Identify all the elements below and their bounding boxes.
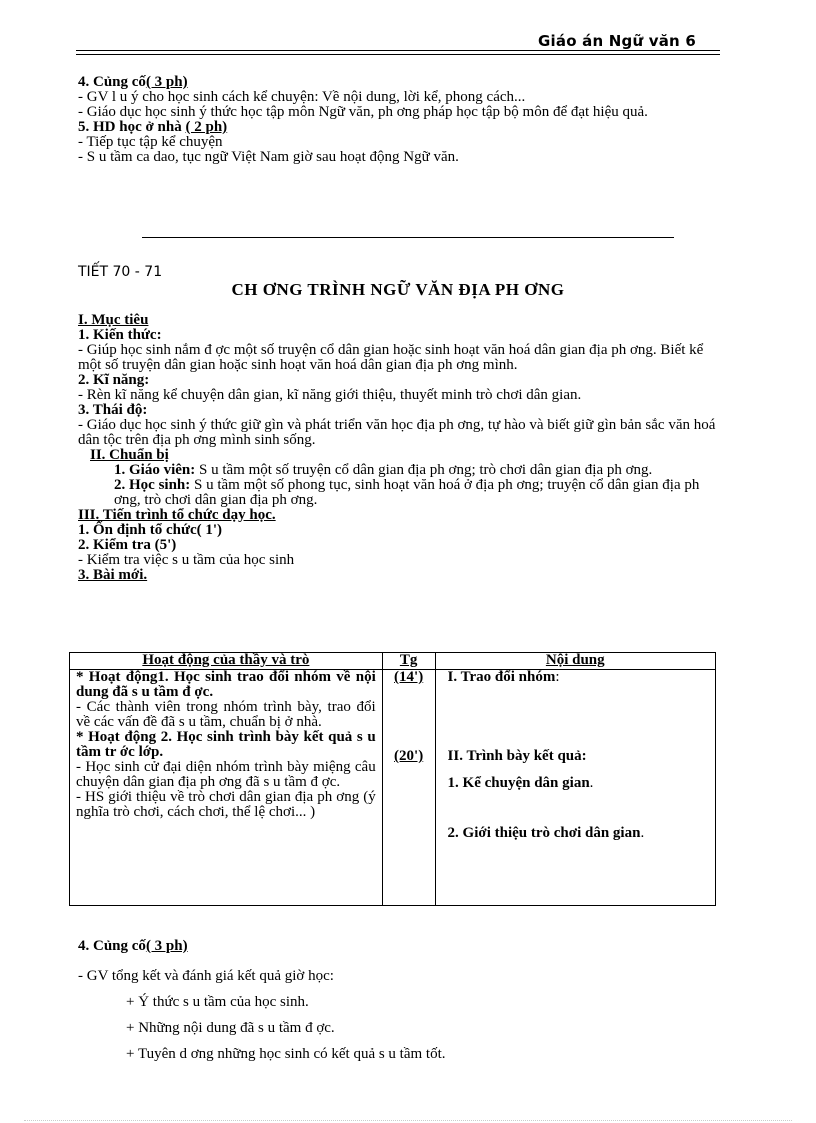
skills-heading: 2. Kĩ năng: bbox=[78, 372, 150, 388]
activity-2-text-2: - HS giới thiệu về trò chơi dân gian địa ph ơng (ý nghĩa trò chơi, cách chơi, thể lệ chơi... ) bbox=[76, 789, 376, 820]
lesson-number: TIẾT 70 - 71 bbox=[78, 264, 163, 280]
time-2: (20') bbox=[394, 748, 424, 764]
teacher-prep: 1. Giáo viên: S u tầm một số truyện cổ dân gian địa ph ơng; trò chơi dân gian địa ph ơng. bbox=[114, 462, 653, 478]
closing-item-1: + Ý thức s u tầm của học sinh. bbox=[126, 994, 309, 1010]
step-2-text: - Kiểm tra việc s u tầm của học sinh bbox=[78, 552, 295, 568]
content-3: 1. Kể chuyện dân gian. bbox=[447, 775, 594, 791]
time-cell bbox=[382, 670, 435, 906]
homework-line-1: - Tiếp tục tập kể chuyện bbox=[78, 134, 223, 150]
content-1: I. Trao đổi nhóm: bbox=[447, 669, 560, 685]
lesson-table bbox=[69, 652, 716, 906]
consolidate-heading: 4. Củng cố( 3 ph) bbox=[78, 74, 188, 90]
table-header-activity: Hoạt động của thầy và trò bbox=[70, 653, 383, 670]
attitude-text: - Giáo dục học sinh ý thức giữ gìn và phát triển văn học địa ph ơng, tự hào và biết giữ gìn bản sắc văn hoá dân tộc trên địa ph ơng mình sinh sống. bbox=[78, 417, 716, 448]
page-bottom-border bbox=[24, 1120, 792, 1121]
table-header-row bbox=[70, 653, 716, 670]
section-separator bbox=[142, 237, 674, 238]
goals-heading: I. Mục tiêu bbox=[78, 312, 149, 328]
student-prep: 2. Học sinh: S u tầm một số phong tục, sinh hoạt văn hoá ở địa ph ơng; truyện cổ dân gian địa ph ơng, trò chơi dân gian địa ph ơng. bbox=[114, 477, 700, 508]
lesson-title: CH ƠNG TRÌNH NGỮ VĂN ĐỊA PH ƠNG bbox=[231, 280, 565, 299]
process-heading: III. Tiến trình tổ chức dạy học. bbox=[78, 507, 276, 523]
content-cell bbox=[435, 670, 715, 906]
activity-2-text-1: - Học sinh cử đại diện nhóm trình bày miệng câu chuyện dân gian địa ph ơng đã s u tầm đ ợc. bbox=[76, 759, 376, 790]
header-rule-thick bbox=[76, 50, 720, 51]
time-1: (14') bbox=[394, 669, 424, 685]
activity-1-title: * Hoạt động1. Học sinh trao đổi nhóm về nội dung đã s u tầm đ ợc. bbox=[76, 669, 376, 700]
previous-lesson-end bbox=[78, 75, 728, 165]
closing-section bbox=[78, 933, 728, 1067]
activity-cell bbox=[70, 670, 383, 906]
lesson-body bbox=[78, 313, 728, 583]
homework-heading: 5. HD học ở nhà ( 2 ph) bbox=[78, 119, 228, 135]
step-2: 2. Kiểm tra (5') bbox=[78, 537, 177, 553]
knowledge-heading: 1. Kiến thức: bbox=[78, 327, 162, 343]
knowledge-text: - Giúp học sinh nắm đ ợc một số truyện cổ dân gian hoặc sinh hoạt văn hoá dân gian địa ph ơng. Biết kể một số truyện dân gian hoặc sinh hoạt văn hoá dân gian địa ph ơng mình. bbox=[78, 342, 704, 373]
content-2: II. Trình bày kết quả: bbox=[447, 748, 587, 764]
table-header-time: Tg bbox=[382, 653, 435, 670]
consolidate-line-1: - GV l u ý cho học sinh cách kể chuyện: Về nội dung, lời kể, phong cách... bbox=[78, 89, 526, 105]
prep-heading: II. Chuẩn bị bbox=[90, 447, 169, 463]
consolidate-line-2: - Giáo dục học sinh ý thức học tập môn Ngữ văn, ph ơng pháp học tập bộ môn để đạt hiệu quả. bbox=[78, 104, 648, 120]
activity-1-text: - Các thành viên trong nhóm trình bày, trao đổi về các vấn đề đã s u tầm, chuẩn bị ở nhà. bbox=[76, 699, 376, 730]
step-1: 1. Ổn định tổ chức( 1') bbox=[78, 522, 223, 538]
step-3: 3. Bài mới. bbox=[78, 567, 148, 583]
closing-heading: 4. Củng cố( 3 ph) bbox=[78, 938, 188, 954]
page-header bbox=[76, 32, 720, 52]
header-title: Giáo án Ngữ văn 6 bbox=[538, 32, 696, 50]
closing-item-3: + Tuyên d ơng những học sinh có kết quả s u tầm tốt. bbox=[126, 1046, 446, 1062]
homework-line-2: - S u tầm ca dao, tục ngữ Việt Nam giờ sau hoạt động Ngữ văn. bbox=[78, 149, 459, 165]
table-row bbox=[70, 670, 716, 906]
closing-intro: - GV tổng kết và đánh giá kết quả giờ học: bbox=[78, 968, 334, 984]
attitude-heading: 3. Thái độ: bbox=[78, 402, 148, 418]
skills-text: - Rèn kĩ năng kể chuyện dân gian, kĩ năng giới thiệu, thuyết minh trò chơi dân gian. bbox=[78, 387, 582, 403]
table-header-content: Nội dung bbox=[435, 653, 715, 670]
activity-2-title: * Hoạt động 2. Học sinh trình bày kết quả s u tầm tr ớc lớp. bbox=[76, 729, 376, 760]
closing-item-2: + Những nội dung đã s u tầm đ ợc. bbox=[126, 1020, 335, 1036]
header-rule-thin bbox=[76, 54, 720, 55]
content-4: 2. Giới thiệu trò chơi dân gian. bbox=[447, 825, 645, 841]
